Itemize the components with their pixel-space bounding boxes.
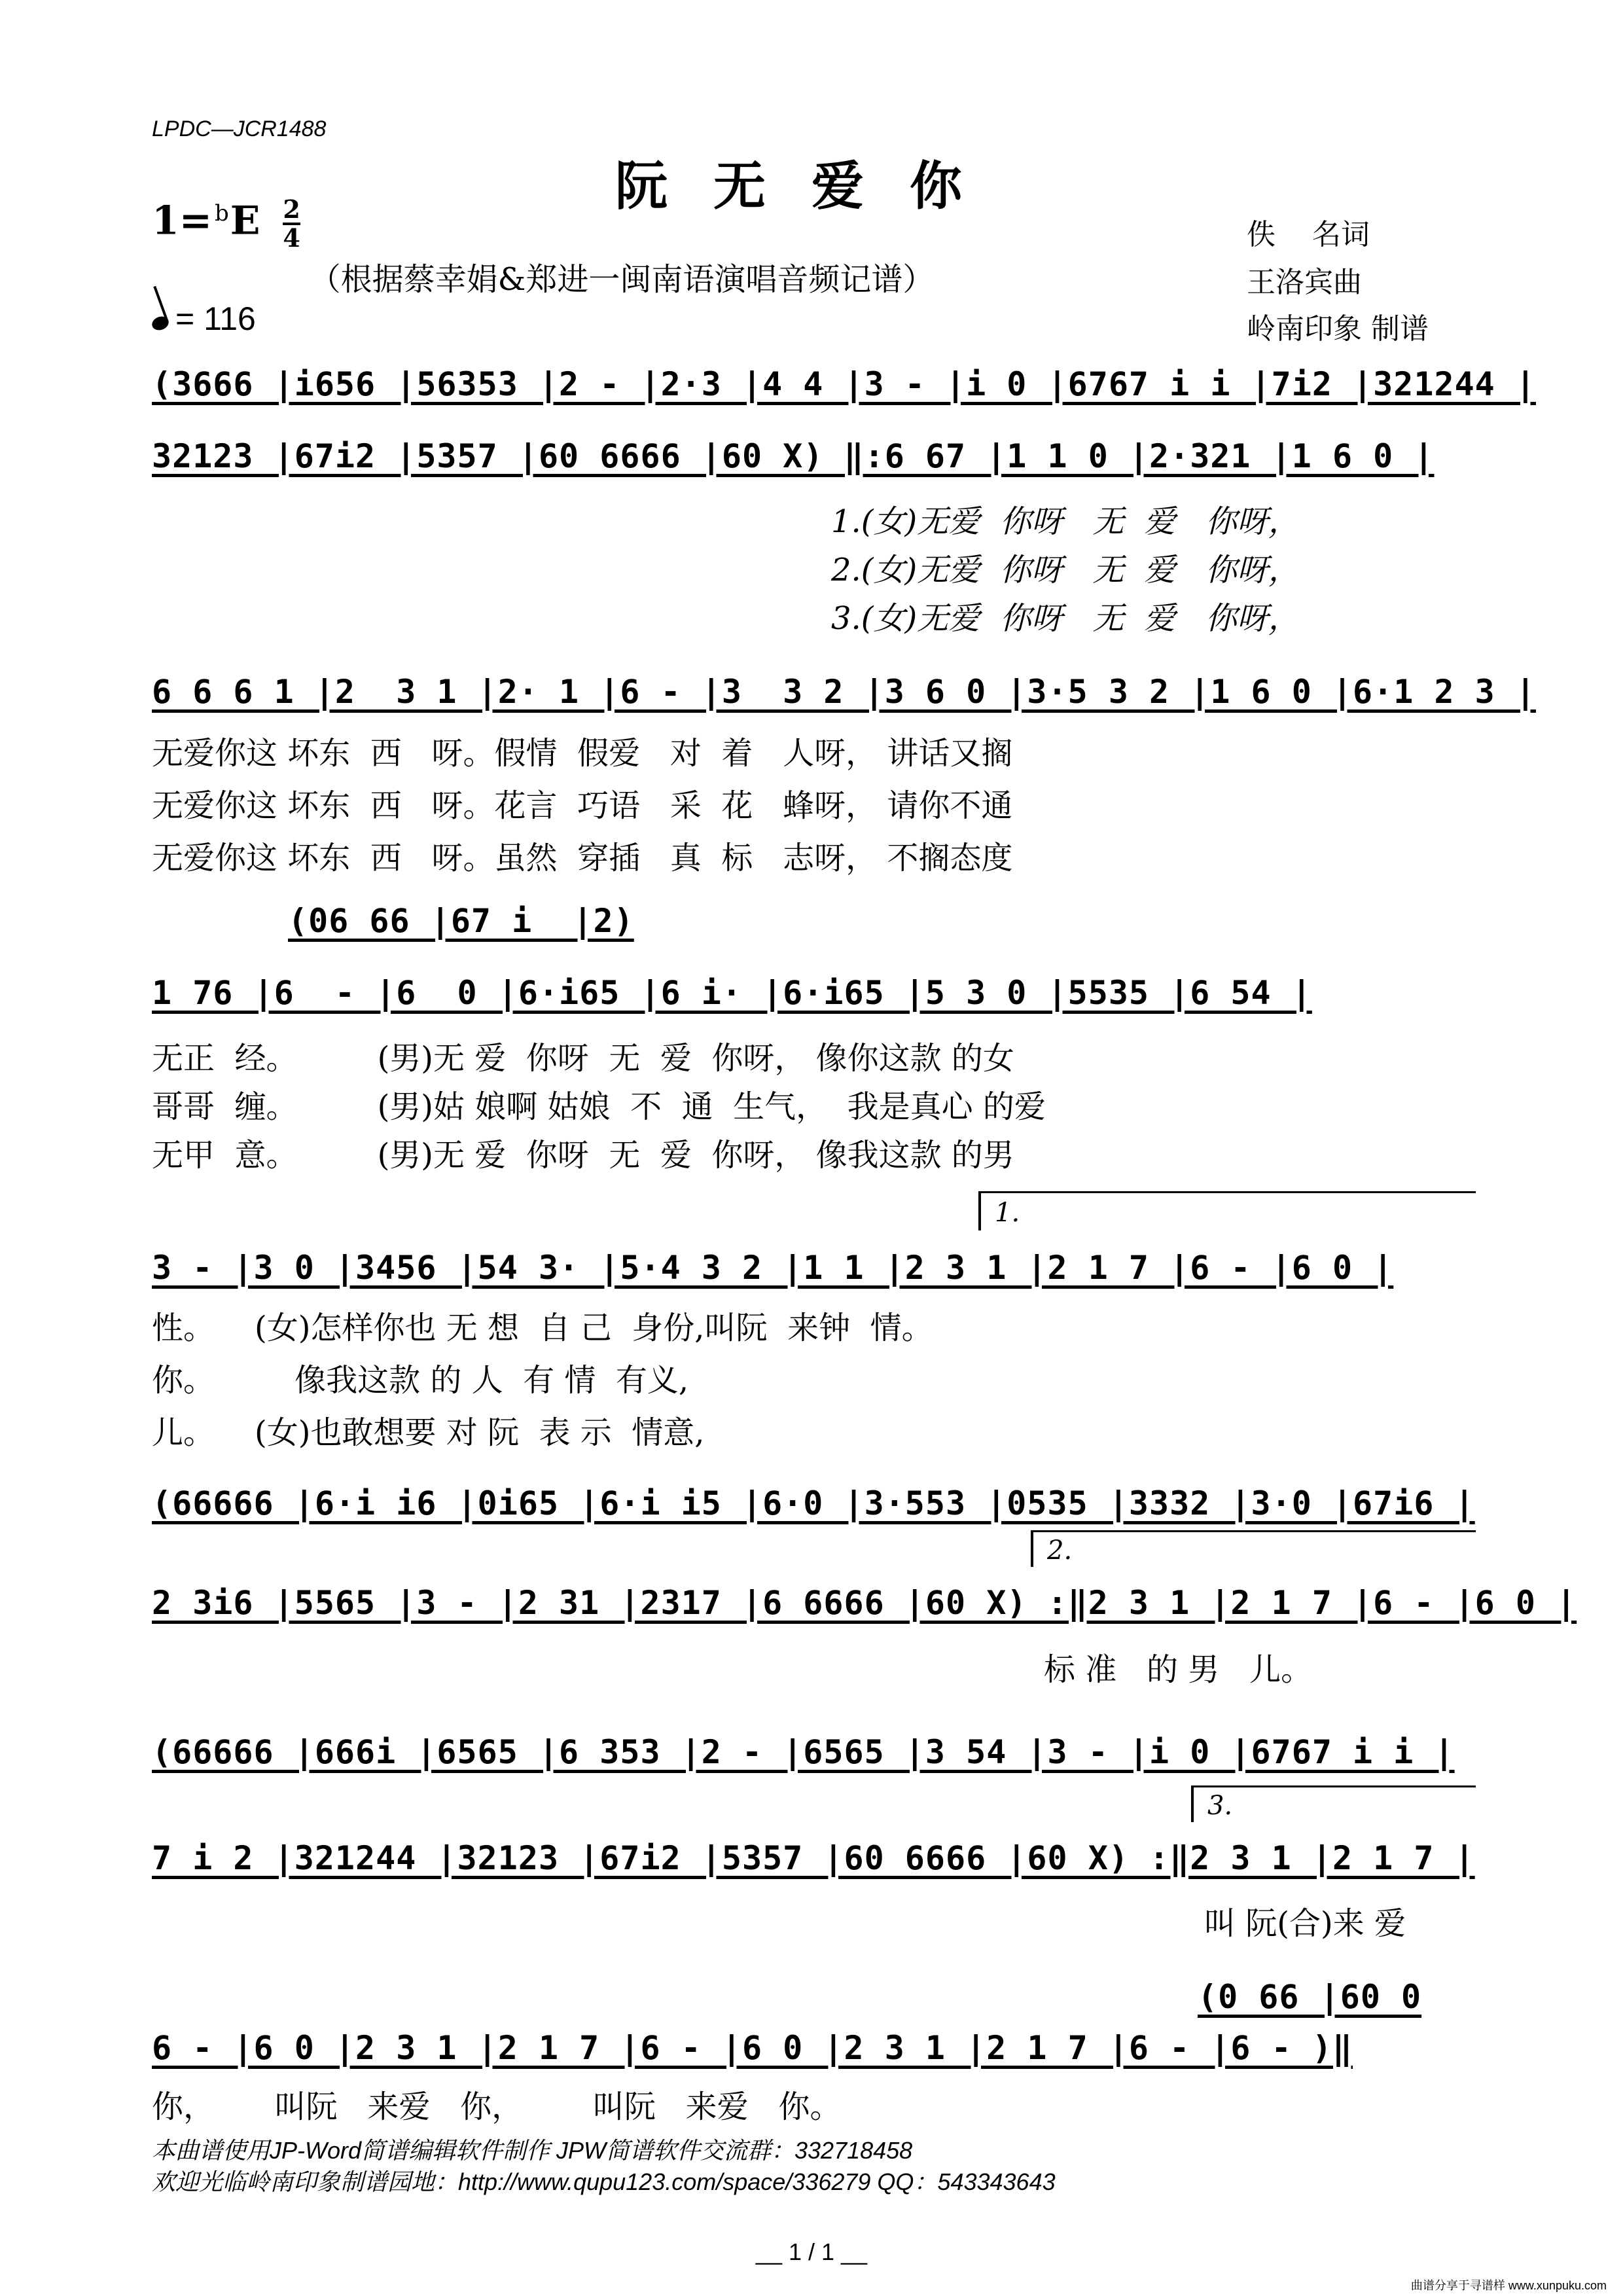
time-top: 2 — [283, 194, 300, 224]
composer: 王洛宾曲 — [1247, 266, 1362, 299]
arranger: 岭南印象 制谱 — [1247, 312, 1429, 346]
lyric-line-9: 叫 阮(合)来 爱 — [1204, 1905, 1406, 1942]
score-line-4-accompaniment: (06 66 |67 i |2) — [288, 902, 634, 940]
lyric-line-4-verse-2: 哥哥 缠。 (男)姑 娘啊 姑娘 不 通 生气， 我是真心 的爱 — [152, 1088, 1046, 1125]
lyricist: 佚 名词 — [1247, 218, 1370, 251]
footer-software-note: 本曲谱使用JP-Word简谱编辑软件制作 JPW简谱软件交流群：332718458 — [152, 2137, 913, 2164]
score-line-6: (66666 |6·i i6 |0i65 |6·i i5 |6·0 |3·553 |0535 |3332 |3·0 |67i6 | — [152, 1484, 1475, 1522]
lyric-line-10: 你， 叫阮 来爱 你， 叫阮 来爱 你。 — [152, 2089, 842, 2125]
score-line-9: 7 i 2 |321244 |32123 |67i2 |5357 |60 6666 |60 X) :‖2 3 1 |2 1 7 | — [152, 1839, 1475, 1877]
lyric-line-5-verse-1: 性。 (女)怎样你也 无 想 自 己 身份,叫阮 来钟 情。 — [152, 1310, 933, 1346]
key-signature — [152, 196, 300, 251]
ending-2-label: 2. — [1047, 1535, 1073, 1566]
key-prefix: 1= — [152, 198, 213, 244]
score-line-7: 2 3i6 |5565 |3 - |2 31 |2317 |6 6666 |60 X) :‖2 3 1 |2 1 7 |6 - |6 0 | — [152, 1584, 1577, 1622]
lyric-line-3-verse-2: 无爱你这 坏东 西 呀。花言 巧语 采 花 蜂呀， 请你不通 — [152, 787, 1013, 824]
ending-1-label: 1. — [995, 1198, 1020, 1228]
score-line-5: 3 - |3 0 |3456 |54 3· |5·4 3 2 |1 1 |2 3 1 |2 1 7 |6 - |6 0 | — [152, 1249, 1394, 1287]
lyric-line-4-verse-1: 无正 经。 (男)无 爱 你呀 无 爱 你呀， 像你这款 的女 — [152, 1040, 1014, 1077]
ending-3-label: 3. — [1207, 1791, 1233, 1821]
score-line-10-accompaniment: (0 66 |60 0 — [1198, 1978, 1422, 2016]
lyric-line-3-verse-3: 无爱你这 坏东 西 呀。虽然 穿插 真 标 志呀， 不搁态度 — [152, 840, 1013, 876]
time-signature — [283, 196, 300, 251]
quarter-note-icon — [150, 314, 170, 332]
flat-sign: b — [215, 200, 229, 226]
key-note: E — [230, 198, 260, 244]
score-line-1: (3666 |i656 |56353 |2 - |2·3 |4 4 |3 - |i 0 |6767 i i |7i2 |321244 | — [152, 365, 1536, 403]
subtitle: （根据蔡幸娟&郑进一闽南语演唱音频记谱） — [309, 261, 935, 298]
footer-website: 欢迎光临岭南印象制谱园地：http://www.qupu123.com/space/336279 QQ：543343643 — [152, 2168, 1056, 2195]
lyric-line-5-verse-2: 你。 像我这款 的 人 有 情 有义, — [152, 1362, 689, 1399]
document-code: LPDC—JCR1488 — [152, 117, 327, 141]
score-line-10: 6 - |6 0 |2 3 1 |2 1 7 |6 - |6 0 |2 3 1 |2 1 7 |6 - |6 - )‖ — [152, 2029, 1353, 2067]
lyric-line-2-verse-1: 1.(女)无爱 你呀 无 爱 你呀， — [831, 503, 1300, 540]
lyric-line-3-verse-1: 无爱你这 坏东 西 呀。假情 假爱 对 着 人呀， 讲话又搁 — [152, 735, 1013, 772]
score-line-2: 32123 |67i2 |5357 |60 6666 |60 X) ‖:6 67 |1 1 0 |2·321 |1 6 0 | — [152, 437, 1435, 475]
song-title: 阮无爱你 — [615, 155, 1008, 217]
lyric-line-5-verse-3: 儿。 (女)也敢想要 对 阮 表 示 情意, — [152, 1414, 705, 1451]
score-line-3: 6 6 6 1 |2 3 1 |2· 1 |6 - |3 3 2 |3 6 0 |3·5 3 2 |1 6 0 |6·1 2 3 | — [152, 673, 1536, 711]
score-line-8: (66666 |666i |6565 |6 353 |2 - |6565 |3 54 |3 - |i 0 |6767 i i | — [152, 1733, 1455, 1771]
lyric-line-2-verse-2: 2.(女)无爱 你呀 无 爱 你呀， — [831, 552, 1300, 588]
tempo-value: = 116 — [175, 300, 256, 337]
tempo-mark — [152, 300, 256, 338]
page-number: __ 1 / 1 __ — [755, 2238, 868, 2265]
lyric-line-2-verse-3: 3.(女)无爱 你呀 无 爱 你呀， — [831, 600, 1300, 637]
watermark: 曲谱分享于寻谱样 www.xunpuku.com — [1410, 2279, 1607, 2292]
lyric-line-7: 标 准 的 男 儿。 — [1044, 1651, 1313, 1688]
time-bottom: 4 — [283, 223, 300, 253]
score-line-4: 1 76 |6 - |6 0 |6·i65 |6 i· |6·i65 |5 3 0 |5535 |6 54 | — [152, 974, 1312, 1012]
lyric-line-4-verse-3: 无甲 意。 (男)无 爱 你呀 无 爱 你呀， 像我这款 的男 — [152, 1137, 1014, 1174]
